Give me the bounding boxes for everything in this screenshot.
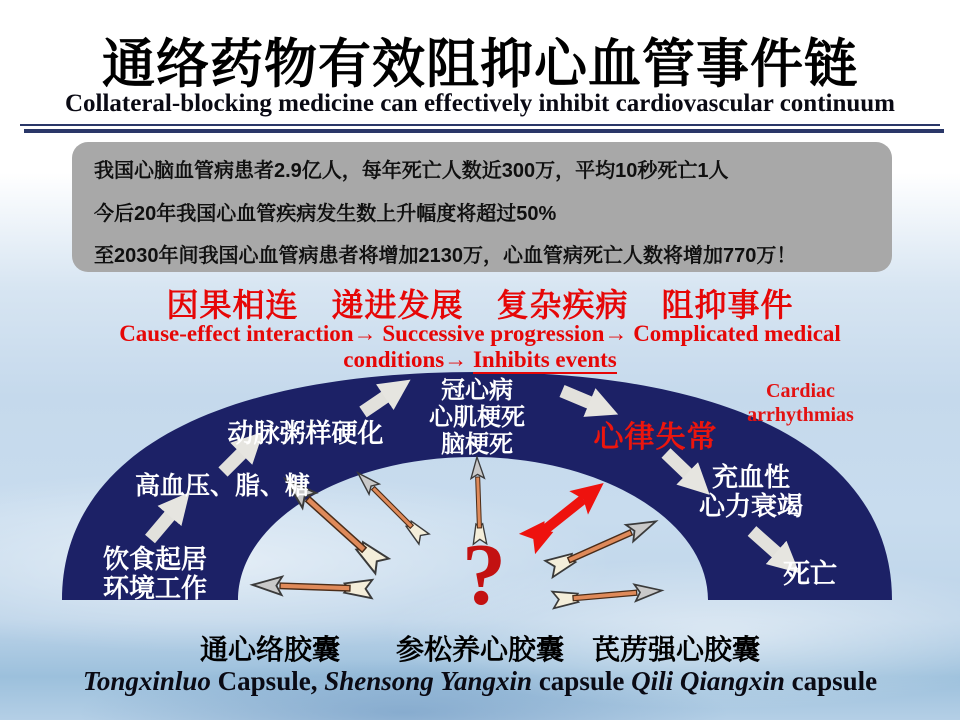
chain-heading-en-line1: Cause-effect interaction→ Successive progression→ Complicated medical xyxy=(119,321,841,346)
capsule-en-part-5: Qili Qiangxin xyxy=(631,666,785,696)
stat-line-1: 我国心脑血管病患者2.9亿人，每年死亡人数近300万，平均10秒死亡1人 xyxy=(94,160,729,182)
stage-label-heart-failure-line2: 心力衰竭 xyxy=(698,491,803,522)
statistics-panel xyxy=(72,142,892,272)
question-mark: ? xyxy=(462,527,506,624)
capsule-en-part-6: capsule xyxy=(784,666,878,696)
page-title: 通络药物有效阻抑心血管事件链 xyxy=(102,35,858,94)
stage-label-arrhythmia: 心律失常 xyxy=(593,421,718,454)
page-subtitle-en: Collateral-blocking medicine can effectively inhibit cardiovascular continuum xyxy=(64,90,896,117)
stage-label-death: 死亡 xyxy=(783,559,837,589)
red-inhibit-arrow xyxy=(518,471,613,555)
stage-label-heart-failure-line1: 充血性 xyxy=(711,462,790,492)
therapy-arrow-upright xyxy=(545,513,659,577)
stat-line-3: 至2030年间我国心血管病患者将增加2130万，心血管病死亡人数将增加770万！ xyxy=(94,245,797,267)
capsule-names-zh: 通心络胶囊 参松养心胶囊 芪苈强心胶囊 xyxy=(199,634,760,665)
capsule-en-part-1: Tongxinluo xyxy=(82,666,211,696)
stage-label-lifestyle xyxy=(75,545,235,603)
chain-heading-en-line2-prefix: conditions→ xyxy=(343,347,473,372)
stage-label-lifestyle-line1: 饮食起居 xyxy=(102,544,207,574)
stage-label-arrhythmia-en xyxy=(728,380,873,427)
capsule-names-en xyxy=(0,666,960,697)
stage-label-arrhythmia-en-line1: Cardiac xyxy=(766,380,835,402)
chain-heading-zh: 因果相连 递进发展 复杂疾病 阻抑事件 xyxy=(166,287,794,323)
stat-line-2: 今后20年我国心血管疾病发生数上升幅度将超过50% xyxy=(94,203,557,225)
stage-label-atherosclerosis: 动脉粥样硬化 xyxy=(227,418,384,448)
divider-line-thin xyxy=(20,124,940,126)
stage-label-hypertension: 高血压、脂、糖 xyxy=(134,472,310,500)
capsule-en-part-2: Capsule, xyxy=(210,666,325,696)
divider-line-thick xyxy=(24,129,944,133)
stage-label-lifestyle-line2: 环境工作 xyxy=(102,573,207,604)
therapy-arrow-left xyxy=(252,576,372,599)
stage-label-coronary-line1: 冠心病 xyxy=(441,377,513,404)
capsule-en-part-4: capsule xyxy=(532,666,632,696)
stage-label-heart-failure xyxy=(690,463,812,521)
stage-label-arrhythmia-en-line2: arrhythmias xyxy=(747,403,854,426)
chain-heading-en-line2 xyxy=(0,347,960,373)
capsule-en-part-3: Shensong Yangxin xyxy=(324,666,533,696)
stage-label-coronary-line2: 心肌梗死 xyxy=(429,403,525,431)
stage-label-coronary-line3: 脑梗死 xyxy=(441,430,513,458)
stage-label-coronary xyxy=(412,378,542,459)
chain-heading-en-line2-underlined: Inhibits events xyxy=(472,347,617,372)
therapy-arrow-right xyxy=(552,582,662,608)
therapy-arrow-upleft-steep xyxy=(353,468,429,544)
